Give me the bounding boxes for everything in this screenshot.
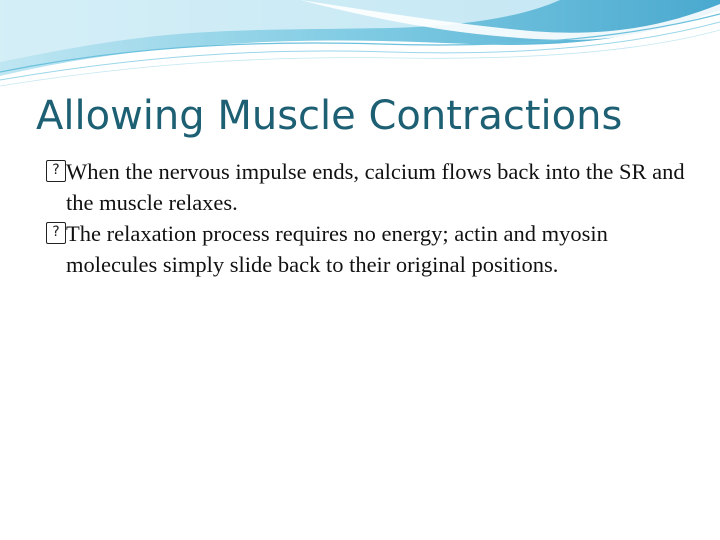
bullet-item [46, 218, 686, 280]
bullet-list [46, 156, 686, 280]
slide-title: Allowing Muscle Contractions [36, 93, 623, 139]
bullet-item [46, 156, 686, 218]
bullet-marker-icon: ? [46, 160, 66, 182]
bullet-marker-icon: ? [46, 222, 66, 244]
bullet-text: When the nervous impulse ends, calcium flows back into the SR and the muscle relaxes. [66, 159, 685, 215]
wave-header-decoration [0, 0, 720, 90]
bullet-text: The relaxation process requires no energy; actin and myosin molecules simply slide back to their original positions. [66, 221, 608, 277]
